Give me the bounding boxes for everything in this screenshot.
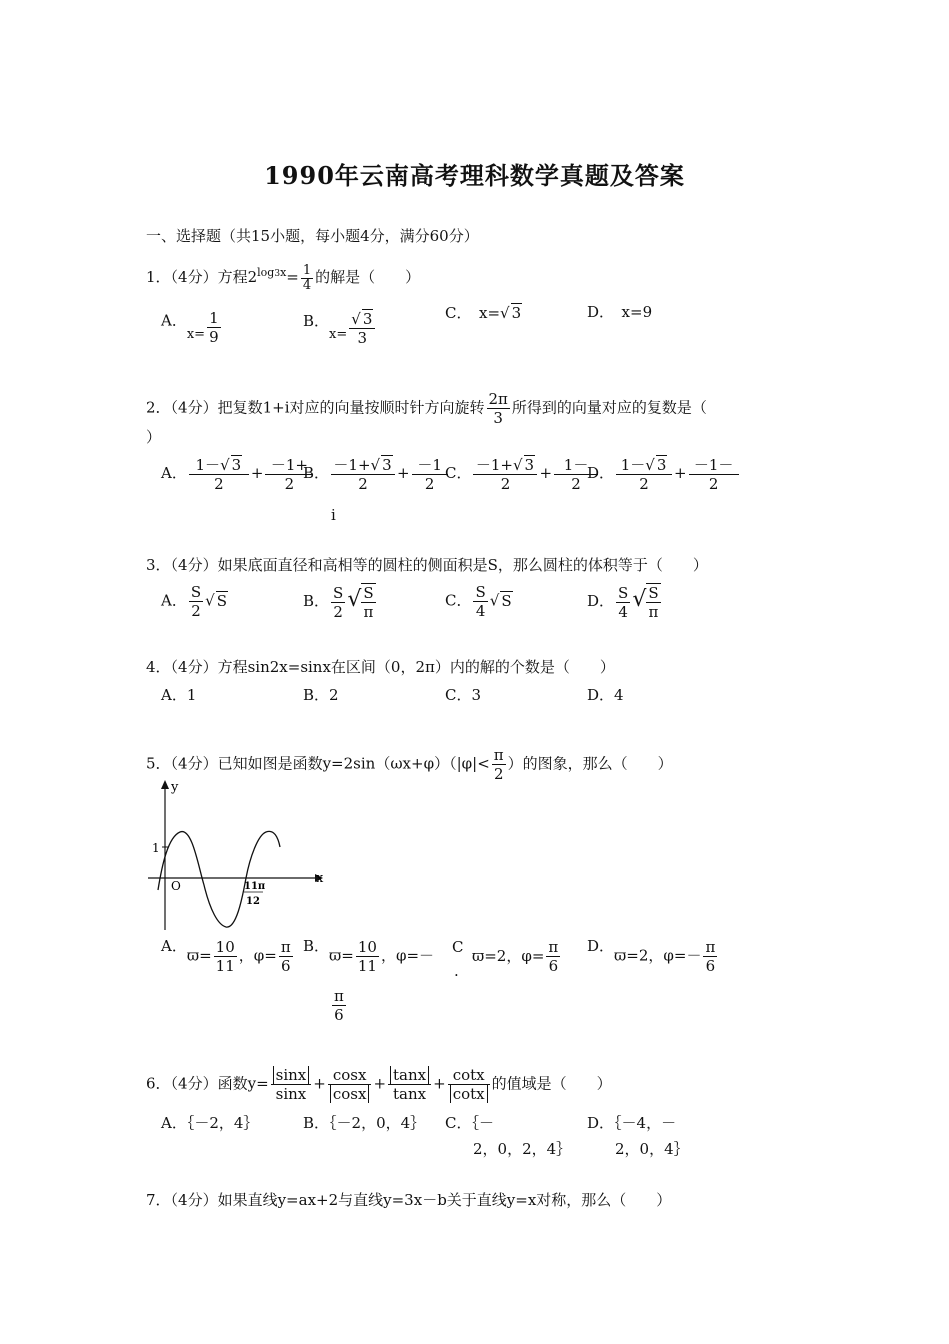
label-x: x	[316, 871, 324, 886]
q5-option-b: B．ϖ= $\frac{10}{11}$ ，φ=－	[303, 936, 435, 975]
q3-option-b: B． $\frac{S}{2}$ √ $\frac{S}{\pi}$	[303, 583, 374, 621]
label-origin: O	[171, 879, 181, 893]
question-3: 3．（4分）如果底面直径和高相等的圆柱的侧面积是S，那么圆柱的体积等于（ ）	[146, 556, 708, 574]
q4-option-c: C．3	[445, 686, 482, 704]
q4-option-a: A．1	[161, 686, 197, 704]
question-2-cont: ）	[146, 428, 162, 446]
page-title: 1990年云南高考理科数学真题及答案	[264, 161, 685, 190]
section-heading: 一、选择题（共15小题，每小题4分，满分60分）	[146, 227, 479, 245]
q2-option-b: B． $\frac{-1+√ 3}{2}$ + $\frac{-1}{2}$	[303, 455, 450, 493]
q4-option-b: B．2	[303, 686, 339, 704]
label-y: y	[171, 780, 179, 795]
q1-option-d: D． x=9	[587, 303, 653, 321]
q4-option-d: D．4	[587, 686, 624, 704]
q1-option-b: B．x= $\frac{√ 3}{3}$	[303, 303, 377, 341]
label-tick-den: 12	[246, 896, 260, 907]
q2-option-a: A． $\frac{1-√ 3}{2}$ + $\frac{-1+}{2}$	[161, 455, 315, 493]
label-one: 1	[152, 841, 160, 855]
question-6: 6．（4分）函数y= $\frac{\sin x}{\sin x}$ + $\frac{\cos x}{\cos x}$ + $\frac{\tan x}{\tan x}$ + $\frac{\cot x}{\cot x}$ 的值域是（ ）	[146, 1066, 612, 1103]
q5-option-c: C . ϖ=2，φ= $\frac{\pi}{6}$	[452, 938, 559, 980]
q6-option-d1: D．｛－4，－	[587, 1114, 677, 1132]
q6-option-c2: 2，0，2，4｝	[473, 1140, 572, 1158]
question-7: 7．（4分）如果直线y=ax+2与直线y=3x－b关于直线y=x对称，那么（ ）	[146, 1191, 672, 1209]
q2-option-b-i: i	[331, 506, 336, 524]
q1-exponent: log3x	[257, 266, 287, 279]
q5-option-b-frac: $\frac{\pi}{6}$	[334, 987, 344, 1024]
q5-option-d: D．ϖ=2，φ=－ $\frac{\pi}{6}$	[587, 936, 716, 975]
q1-fraction: $\frac{1}{4}$	[302, 262, 312, 293]
q2-option-d: D． $\frac{1-√ 3}{2}$ + $\frac{-1-}{2}$	[587, 455, 741, 493]
question-1: 1．（4分）方程$2^{log3x}=$ $\frac{1}{4}$ 的解是（ ）	[146, 262, 421, 293]
q1-option-c: C． x=√ 3	[445, 304, 522, 322]
question-2: 2．（4分）把复数1+i对应的向量按顺时针方向旋转 $\frac{2\pi}{3}$ 所得到的向量对应的复数是（	[146, 390, 707, 427]
q1-base: 2	[247, 268, 258, 286]
q6-option-d2: 2，0，4｝	[615, 1140, 689, 1158]
q3-option-a: A． $\frac{S}{2}$ √ S	[161, 583, 227, 620]
question-4: 4．（4分）方程sin2x=sinx在区间（0，2π）内的解的个数是（ ）	[146, 658, 615, 676]
q2-option-c: C． $\frac{-1+√ 3}{2}$ + $\frac{1-}{2}$	[445, 455, 600, 493]
q5-sine-graph	[140, 775, 340, 935]
q6-option-c1: C．｛－	[445, 1114, 494, 1132]
q5-option-a: A．ϖ= $\frac{10}{11}$ ，φ= $\frac{\pi}{6}$	[161, 936, 291, 975]
q6-option-a: A．｛－2，4｝	[161, 1114, 259, 1132]
label-tick-num: 11π	[244, 881, 266, 892]
q3-option-c: C． $\frac{S}{4}$ √ S	[445, 583, 512, 620]
q6-option-b: B．｛－2，0，4｝	[303, 1114, 426, 1132]
q1-text: 1．（4分）方程	[146, 268, 248, 286]
q3-option-d: D． $\frac{S}{4}$ √ $\frac{S}{\pi}$	[587, 583, 659, 621]
question-5: 5．（4分）已知如图是函数y=2sin（ωx+φ）（|φ|< $\frac{\pi}{2}$ ）的图象，那么（ ）	[146, 746, 673, 783]
q1-option-a: A．x= $\frac{1}{9}$	[161, 309, 219, 346]
y-axis-arrow-icon	[161, 780, 169, 789]
